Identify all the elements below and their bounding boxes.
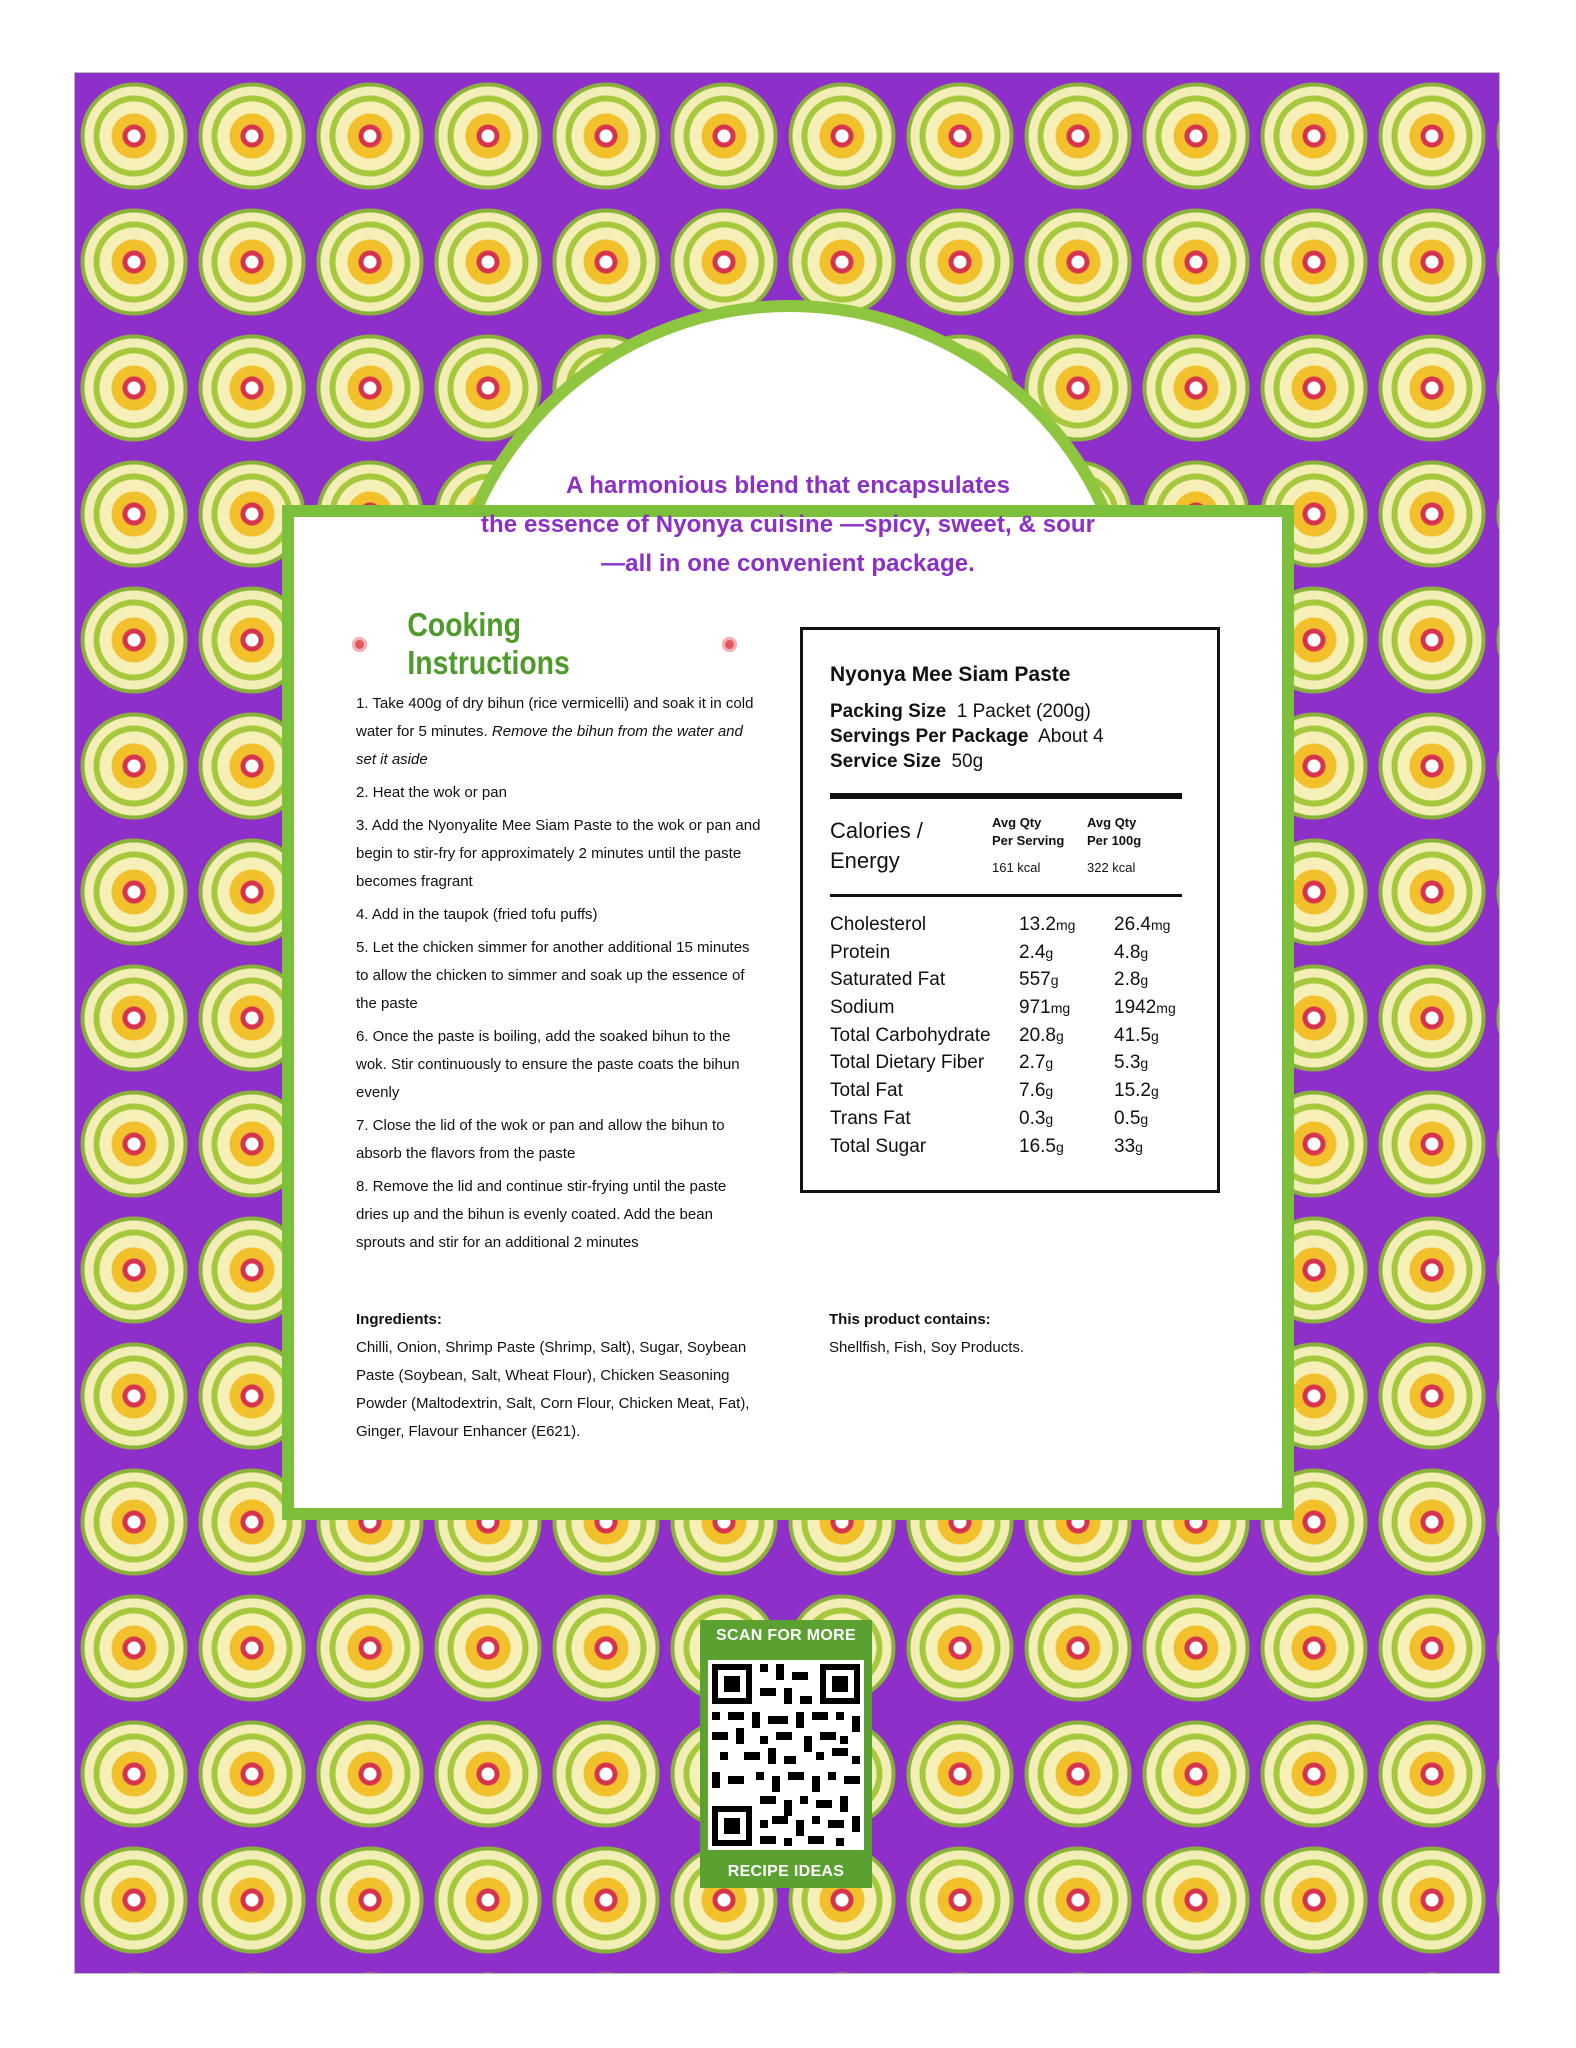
value-number: 20.8 [1019,1024,1056,1046]
cooking-step [356,812,761,896]
servings-label: Servings Per Package [830,726,1029,747]
nutrient-row [830,914,1190,942]
value-unit: g [1140,1055,1149,1072]
per-100g-header-line-2: Per 100g [1087,833,1142,848]
ingredients-title: Ingredients: [356,1311,442,1328]
value-number: 33 [1114,1135,1136,1157]
ingredients-block [356,1306,761,1446]
step-text: 8. Remove the lid and continue stir-frying until the paste dries up and the bihun is evenly coated. Add the bean sprouts and stir for an additional 2 minutes [356,1178,727,1251]
calories-label-line-2: Energy [830,848,900,873]
servings-value: About 4 [1038,726,1104,747]
per-serving-header [992,814,1064,850]
allergens-block [829,1306,1229,1362]
tagline-line-1: A harmonious blend that encapsulates [565,472,1011,499]
value-unit: g [1045,944,1054,961]
divider-medium [830,894,1182,897]
tagline-line-2: the essence of Nyonya cuisine —spicy, sweet, & sour [480,511,1096,538]
cooking-step [356,779,761,807]
per-serving-value [1019,1025,1064,1047]
per-serving-value [1019,942,1053,964]
value-number: 1942 [1114,997,1157,1019]
cooking-steps-list [356,690,761,1262]
value-unit: g [1045,1055,1054,1072]
flower-bullet-icon [722,637,737,652]
step-text: 1. Take 400g of dry bihun (rice vermicelli) and soak it in cold water for 5 minutes. [356,695,754,740]
packing-size [830,701,1091,723]
value-unit: g [1050,972,1059,989]
service-value: 50g [951,751,984,772]
value-number: 5.3 [1114,1052,1141,1074]
value-unit: g [1140,944,1149,961]
nutrient-rows [830,914,1190,1163]
nutrient-row [830,942,1190,970]
value-number: 0.3 [1019,1107,1046,1129]
value-number: 4.8 [1114,941,1141,963]
cooking-instructions-heading [352,606,737,681]
value-unit: g [1045,1083,1054,1100]
nutrient-row [830,1052,1190,1080]
per-100g-value [1114,1108,1148,1130]
per-serving-value [1019,997,1070,1019]
value-number: 2.4 [1019,941,1046,963]
cooking-heading-text: Cooking Instructions [406,606,570,681]
per-100g-kcal: 322 kcal [1087,860,1136,875]
step-text: 4. Add in the taupok (fried tofu puffs) [356,906,598,923]
value-number: 26.4 [1114,914,1151,935]
service-size [830,751,983,773]
value-unit: mg [1156,1000,1176,1017]
value-unit: g [1045,1110,1054,1127]
calories-label-line-1: Calories / [830,818,923,843]
step-text: 5. Let the chicken simmer for another additional 15 minutes to allow the chicken to simmer and soak up the essence of the paste [356,939,750,1012]
cooking-step [356,934,761,1018]
nutrient-name: Total Sugar [830,1135,927,1157]
per-100g-value [1114,914,1170,936]
value-unit: g [1140,972,1149,989]
value-number: 557 [1019,969,1051,991]
allergens-text: Shellfish, Fish, Soy Products. [829,1339,1025,1356]
flower-bullet-icon [352,637,367,652]
packing-label: Packing Size [830,701,947,722]
per-100g-value [1114,1025,1159,1047]
value-number: 7.6 [1019,1080,1046,1102]
recipe-ideas-label: RECIPE IDEAS [727,1863,845,1880]
per-100g-header [1087,814,1141,850]
per-serving-header-line-1: Avg Qty [992,815,1042,830]
ingredients-text: Chilli, Onion, Shrimp Paste (Shrimp, Salt), Sugar, Soybean Paste (Soybean, Salt, Wheat Flour), Chicken Seasoning Powder (Maltodextrin, Salt, Corn Flour, Chicken Meat, Fat), Ginger, Flavour Enhancer (E621). [356,1339,750,1440]
per-serving-header-line-2: Per Serving [992,833,1065,848]
per-serving-kcal: 161 kcal [992,860,1041,875]
cooking-step [356,1173,761,1257]
per-serving-value [1019,1080,1053,1102]
value-number: 41.5 [1114,1024,1151,1046]
tagline-line-3: —all in one convenient package. [601,550,975,577]
nutrient-name: Trans Fat [830,1107,911,1129]
packing-value: 1 Packet (200g) [956,701,1091,722]
value-unit: mg [1150,917,1171,933]
step-text: 6. Once the paste is boiling, add the soaked bihun to the wok. Stir continuously to ensure the paste coats the bihun evenly [356,1028,740,1101]
value-unit: g [1150,1083,1159,1100]
value-unit: mg [1050,1000,1071,1017]
per-100g-value [1114,997,1176,1019]
nutrient-name: Total Fat [830,1080,903,1102]
nutrient-name: Protein [830,941,891,963]
per-100g-value [1114,1136,1143,1158]
nutrient-name: Saturated Fat [830,969,946,991]
value-number: 15.2 [1114,1080,1151,1102]
qr-code-icon[interactable] [708,1660,864,1850]
cooking-step [356,1023,761,1107]
nutrient-name: Total Dietary Fiber [830,1052,985,1074]
nutrient-name: Cholesterol [830,914,927,935]
value-number: 13.2 [1019,914,1056,935]
per-100g-value [1114,942,1148,964]
value-number: 16.5 [1019,1135,1056,1157]
nutrient-name: Total Carbohydrate [830,1024,991,1046]
qr-badge[interactable] [700,1620,872,1888]
step-text: 2. Heat the wok or pan [356,784,507,801]
nutrient-row [830,997,1190,1025]
nutrient-row [830,1136,1190,1164]
value-unit: g [1055,1138,1064,1155]
step-text: 3. Add the Nyonyalite Mee Siam Paste to the wok or pan and begin to stir-fry for approximately 2 minutes until the paste becomes fragrant [356,817,761,890]
value-unit: mg [1055,917,1076,933]
value-number: 2.7 [1019,1052,1046,1074]
servings-per-package [830,726,1104,748]
nutrient-name: Sodium [830,997,895,1019]
nutrient-row [830,1025,1190,1053]
cooking-step [356,1112,761,1168]
per-serving-value [1019,914,1075,936]
nutrient-row [830,969,1190,997]
per-serving-value [1019,1108,1053,1130]
calories-energy-label [830,816,923,876]
value-number: 971 [1019,997,1051,1019]
per-serving-value [1019,969,1059,991]
value-unit: g [1055,1027,1064,1044]
value-number: 2.8 [1114,969,1141,991]
nutrient-row [830,1080,1190,1108]
allergens-title: This product contains: [829,1311,991,1328]
per-serving-value [1019,1136,1064,1158]
value-unit: g [1150,1027,1159,1044]
value-unit: g [1135,1138,1143,1155]
value-unit: g [1140,1110,1149,1127]
service-label: Service Size [830,751,941,772]
nutrient-row [830,1108,1190,1136]
per-100g-header-line-1: Avg Qty [1087,815,1137,830]
per-100g-value [1114,1080,1159,1102]
divider-thick [830,793,1182,799]
step-note: Remove the bihun from the water and set it aside [356,723,743,768]
scan-for-more-label: SCAN FOR MORE [716,1627,856,1644]
cooking-step [356,901,761,929]
per-serving-value [1019,1052,1053,1074]
cooking-step [356,690,761,774]
value-number: 0.5 [1114,1107,1141,1129]
nutrition-facts-panel [800,627,1220,1193]
product-name: Nyonya Mee Siam Paste [830,663,1071,686]
per-100g-value [1114,969,1148,991]
step-text: 7. Close the lid of the wok or pan and allow the bihun to absorb the flavors from the paste [356,1117,725,1162]
per-100g-value [1114,1052,1148,1074]
